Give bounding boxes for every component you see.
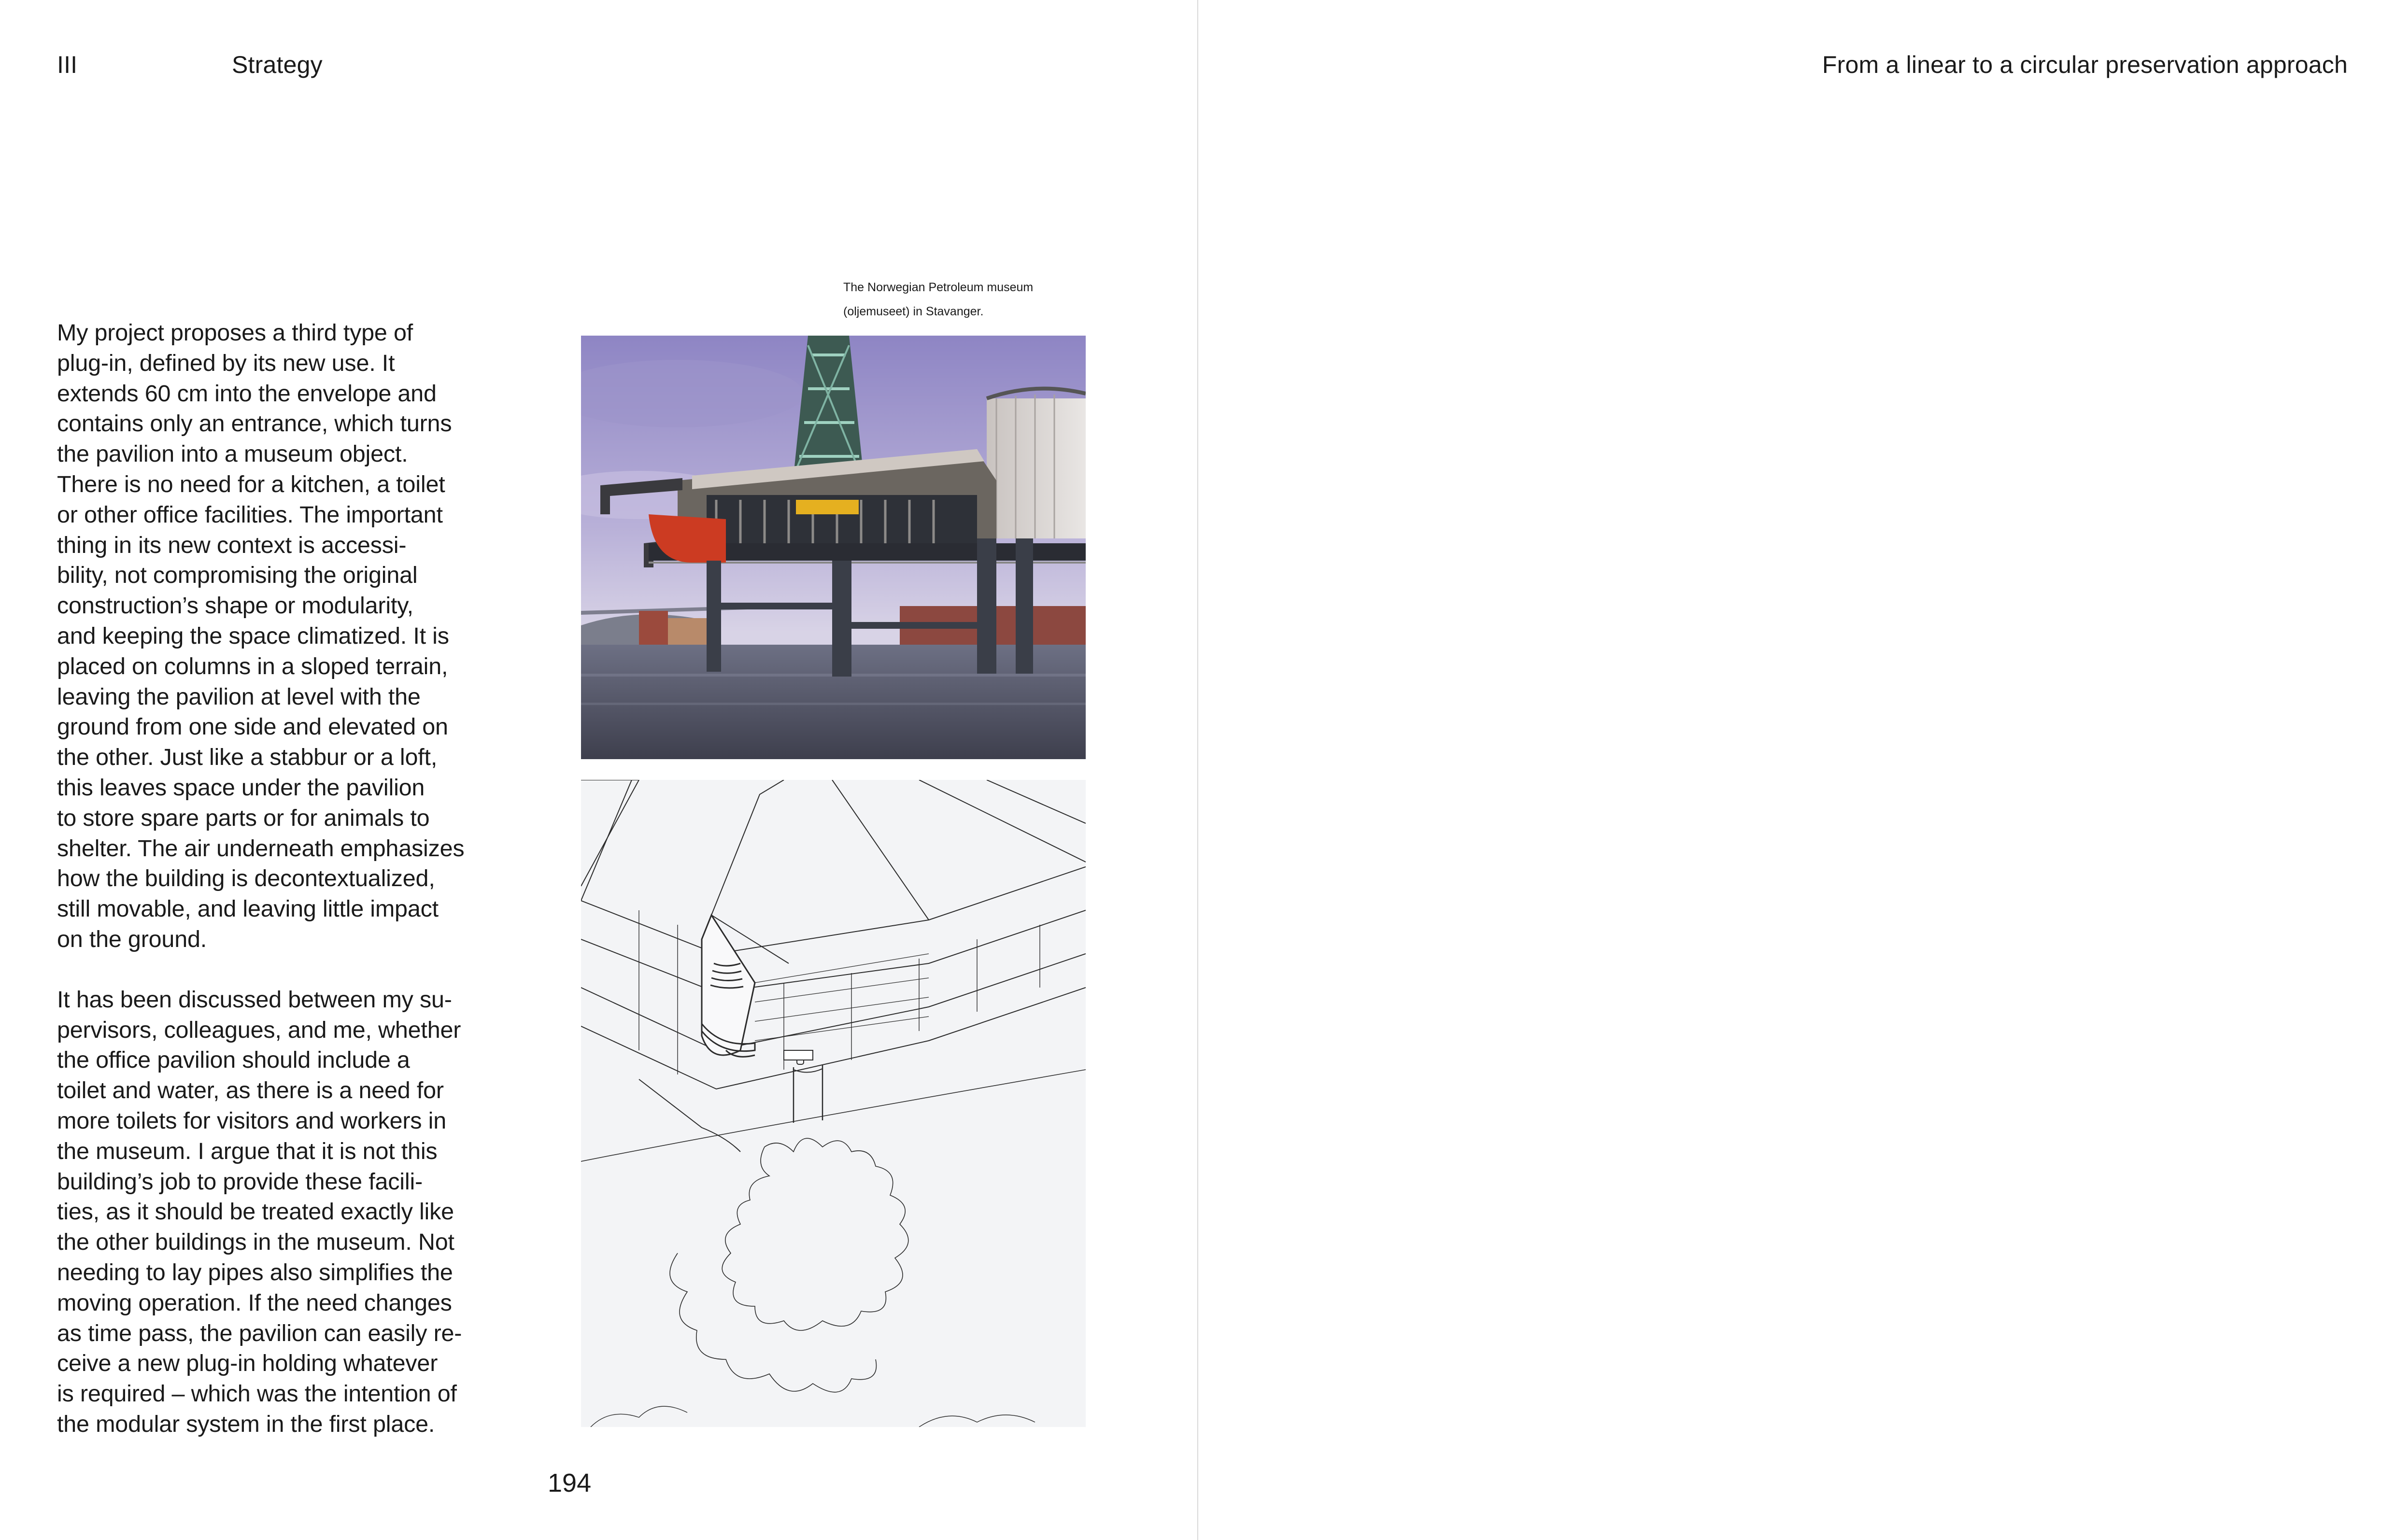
right-page <box>1198 0 2396 1540</box>
section-title: Strategy <box>232 51 323 78</box>
pavilion-detail-drawing <box>581 780 1086 1427</box>
museum-photo <box>581 336 1086 759</box>
page-number: 194 <box>548 1469 592 1498</box>
body-paragraph: My project proposes a third type of plug-in, defined by its new use. It extends 60 cm into the envelope and contains only an entrance, which turns the pavilion into a museum object. There is no need for a kitchen, a toilet or other office facilities. The important thing in its new context is accessi- bility, not compromising the original construction’s shape or modularity, and keeping the space climatized. It is placed on columns in a sloped terrain, leaving the pavilion at level with the ground from one side and elevated on the other. Just like a stabbur or a loft, this leaves space under the pavilion to store spare parts or for animals to shelter. The air underneath emphasizes how the building is decontextualized, still movable, and leaving little impact on the ground. <box>57 320 465 952</box>
body-text <box>57 318 482 1469</box>
running-title: From a linear to a circular preservation approach <box>1822 51 2348 78</box>
body-paragraph: It has been discussed between my su- pervisors, colleagues, and me, whether the office pavilion should include a toilet and water, as there is a need for more toilets for visitors and workers in the museum. I argue that it is not this building’s job to provide these facili- ties, as it should be treated exactly like the other buildings in the museum. Not needing to lay pipes also simplifies the moving operation. If the need changes as time pass, the pavilion can easily re- ceive a new plug-in holding whatever is required – which was the intention of the modular system in the first place. <box>57 986 462 1437</box>
photo-caption: The Norwegian Petroleum museum (oljemuseet) in Stavanger. <box>843 281 1034 318</box>
section-number: III <box>57 51 78 78</box>
